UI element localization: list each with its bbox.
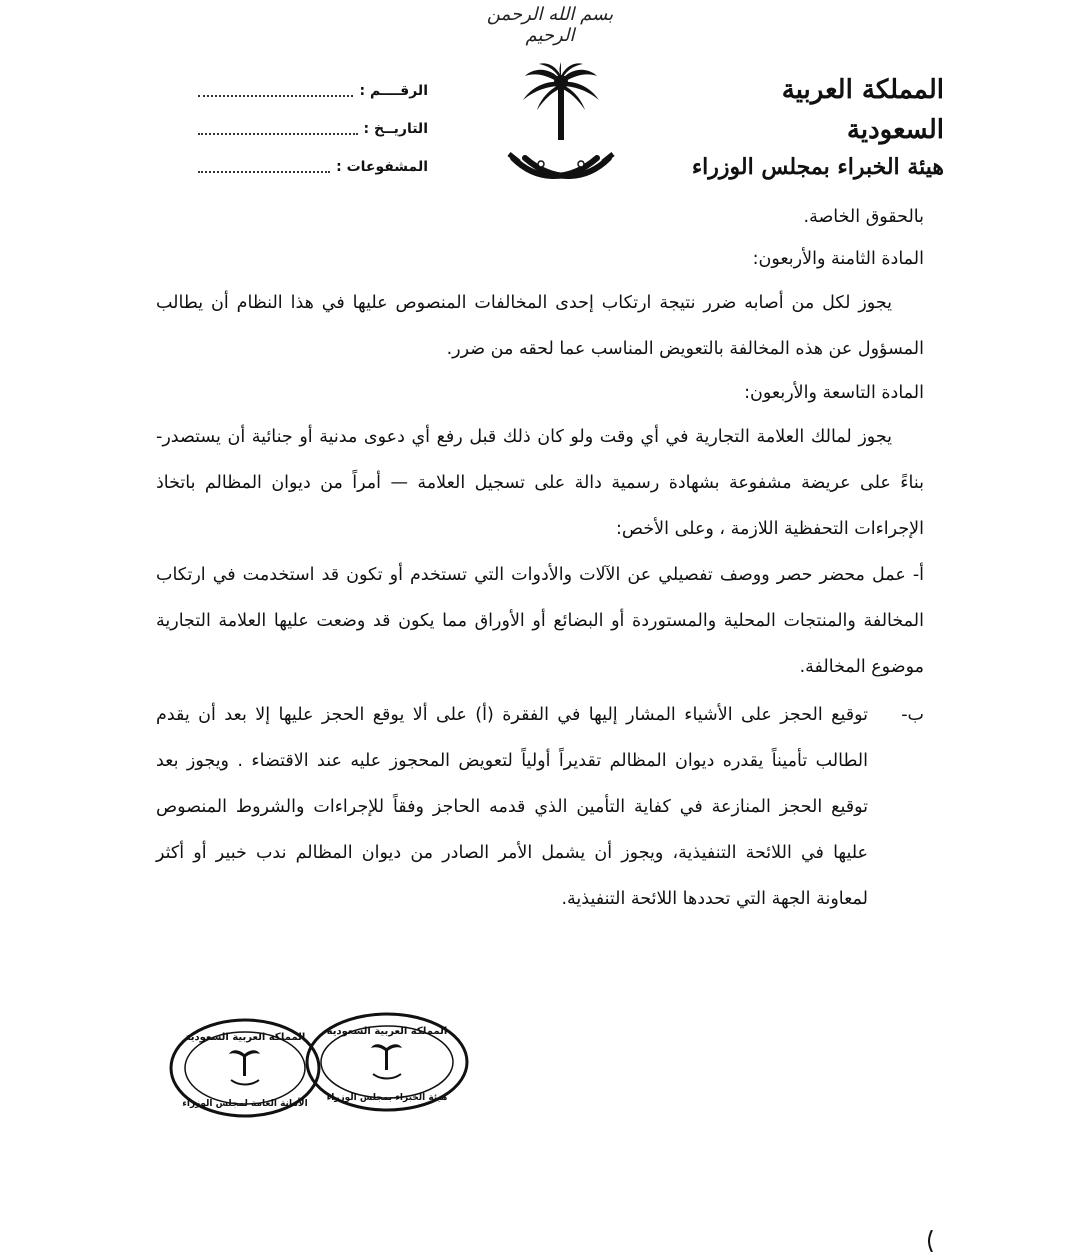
article-49-text: يجوز لمالك العلامة التجارية في أي وقت ولو كان ذلك قبل رفع أي دعوى مدنية أو جنائية أن يستصدر- بناءً على عريضة مشفوعة بشهادة رسمية دالة على تسجيل العلامة — أمراً من ديوان المظالم باتخاذ الإجراءات التحفظية اللازمة ، وعلى الأخص: xyxy=(156,427,924,539)
stamp-experts-commission xyxy=(307,1014,467,1110)
kingdom-name: المملكة العربية السعودية xyxy=(781,75,944,145)
document-body xyxy=(156,196,924,922)
date-label: التاريــخ : xyxy=(363,121,428,137)
dotted-line xyxy=(198,161,330,173)
clause-b-prefix: ب- xyxy=(901,705,924,725)
clause-b-text: توقيع الحجز على الأشياء المشار إليها في الفقرة (أ) على ألا يوقع الحجز عليها إلا بعد أن يقدم الطالب تأميناً يقدره ديوان المظالم تقديراً أولياً لتعويض المحجوز عليه عند الاقتضاء . ويجوز بعد توقيع الحجز المنازعة في كفاية التأمين الذي قدمه الحاجز وفقاً للإجراءات والشروط المنصوص عليها في اللائحة التنفيذية، ويجوز أن يشمل الأمر الصادر من ديوان المظالم ندب خبير أو أكثر لمعاونة الجهة التي تحددها اللائحة التنفيذية. xyxy=(156,705,868,909)
dotted-line xyxy=(198,85,353,97)
emblem-stamp-icon xyxy=(371,1044,402,1078)
article-49-title: المادة التاسعة والأربعون: xyxy=(744,383,924,403)
dotted-line xyxy=(198,123,358,135)
clause-b xyxy=(156,692,924,922)
official-stamps xyxy=(165,1010,475,1120)
page-edge-mark xyxy=(926,1230,936,1252)
saudi-emblem-icon xyxy=(505,62,617,190)
letterhead xyxy=(684,70,944,184)
article-48-text: يجوز لكل من أصابه ضرر نتيجة ارتكاب إحدى المخالفات المنصوص عليها في هذا النظام أن يطالب المسؤول عن هذه المخالفة بالتعويض المناسب عما لحقه من ضرر. xyxy=(156,293,924,359)
article-48-title: المادة الثامنة والأربعون: xyxy=(752,249,924,269)
stamp-1-text-bottom: الأمانة العامة لمجلس الوزراء xyxy=(182,1099,308,1109)
emblem-stamp-icon xyxy=(229,1050,260,1084)
date-field xyxy=(198,110,428,148)
stamp-1-text-top: المملكة العربية السعودية xyxy=(184,1032,306,1043)
stamp-2-text-bottom: هيئة الخبراء بمجلس الوزراء xyxy=(326,1093,448,1103)
basmala: بسم الله الرحمن الرحيم xyxy=(486,4,614,46)
reference-number-label: الرقــــم : xyxy=(359,83,428,99)
attachments-field xyxy=(198,148,428,186)
reference-number-field xyxy=(198,72,428,110)
clause-a: أ- عمل محضر حصر ووصف تفصيلي عن الآلات والأدوات التي تستخدم أو تكون قد استخدمت في ارتكاب المخالفة والمنتجات المحلية والمستوردة أو البضائع أو الأوراق مما يكون قد وضعت عليها العلامة التجارية موضوع المخالفة. xyxy=(156,565,924,677)
stamp-2-text-top: المملكة العربية السعودية xyxy=(326,1026,448,1037)
intro-line: بالحقوق الخاصة. xyxy=(803,207,924,227)
reference-fields xyxy=(198,72,428,186)
agency-name: هيئة الخبراء بمجلس الوزراء xyxy=(691,154,944,180)
attachments-label: المشفوعات : xyxy=(336,159,428,175)
stamp-general-secretariat xyxy=(171,1020,319,1116)
